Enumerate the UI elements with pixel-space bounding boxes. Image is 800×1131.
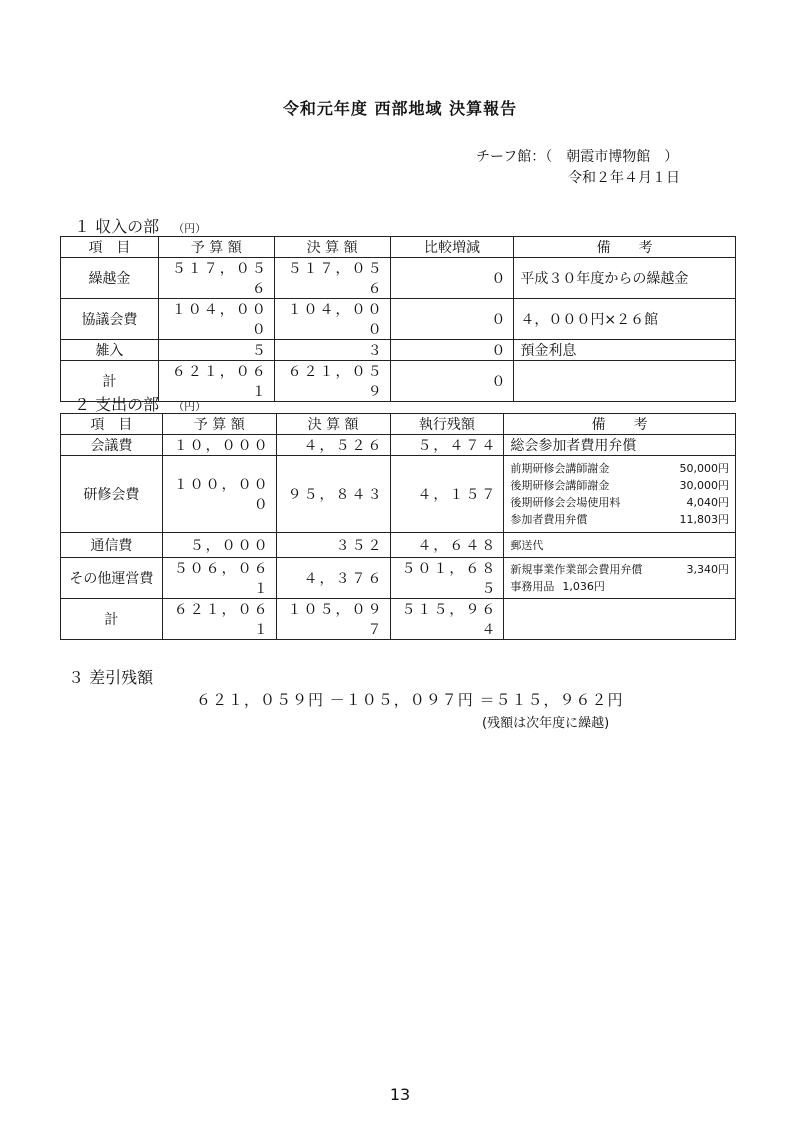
income-diff: ０ — [390, 340, 514, 361]
income-note — [514, 361, 736, 402]
table-row — [61, 299, 736, 340]
note-label: 前期研修会講師謝金 — [510, 462, 610, 475]
table-row — [61, 558, 736, 599]
income-actual: ６２１，０５９ — [274, 361, 390, 402]
expense-remain: ５０１，６８５ — [390, 558, 504, 599]
expense-header-row — [61, 414, 736, 435]
note-amount: 1,036円 — [562, 580, 605, 593]
expense-note-empty — [504, 599, 736, 640]
expense-budget: ５０６，０６１ — [162, 558, 276, 599]
expense-remain: ４，１５７ — [390, 456, 504, 533]
income-budget: １０４，０００ — [158, 299, 274, 340]
note-amount: 30,000円 — [679, 479, 729, 492]
expense-remain: ５１５，９６４ — [390, 599, 504, 640]
expense-heading-text: ２ 支出の部 — [74, 395, 160, 414]
note-amount: 11,803円 — [679, 513, 729, 526]
expense-actual: ３５２ — [276, 533, 390, 558]
expense-header-item: 項 目 — [61, 414, 163, 435]
income-actual: ５１７，０５６ — [274, 258, 390, 299]
income-note: ４，０００円×２６館 — [514, 299, 736, 340]
expense-actual: ９５，８４３ — [276, 456, 390, 533]
expense-note: 郵送代 — [504, 533, 736, 558]
income-note: 平成３０年度からの繰越金 — [514, 258, 736, 299]
expense-actual: ４，３７６ — [276, 558, 390, 599]
expense-item: 計 — [61, 599, 163, 640]
expense-note-list — [504, 456, 736, 533]
balance-heading: ３ 差引残額 — [68, 668, 154, 687]
income-budget: ５ — [158, 340, 274, 361]
expense-actual: ４，５２６ — [276, 435, 390, 456]
expense-item: 会議費 — [61, 435, 163, 456]
table-row — [61, 340, 736, 361]
note-label: 新規事業作業部会費用弁償 — [510, 563, 643, 576]
table-row — [61, 599, 736, 640]
table-row — [61, 533, 736, 558]
income-table — [60, 236, 736, 402]
expense-budget: １００，０００ — [162, 456, 276, 533]
income-unit: （円） — [173, 222, 207, 235]
expense-unit: （円） — [173, 400, 207, 413]
expense-budget: ６２１，０６１ — [162, 599, 276, 640]
note-amount: 50,000円 — [679, 462, 729, 475]
page-number: 13 — [389, 1085, 411, 1104]
income-item: 協議会費 — [61, 299, 159, 340]
income-header-row — [61, 237, 736, 258]
expense-header-budget: 予 算 額 — [162, 414, 276, 435]
income-diff: ０ — [390, 361, 514, 402]
note-amount: 4,040円 — [686, 496, 729, 509]
table-row — [61, 435, 736, 456]
note-line — [510, 494, 729, 511]
income-item: 繰越金 — [61, 258, 159, 299]
note-line — [510, 511, 729, 528]
note-amount: 3,340円 — [686, 563, 729, 576]
expense-remain: ４，６４８ — [390, 533, 504, 558]
expense-item: 通信費 — [61, 533, 163, 558]
income-budget: ５１７，０５６ — [158, 258, 274, 299]
chief-museum: チーフ館：（ 朝霞市博物館 ） — [476, 149, 679, 165]
income-actual: １０４，０００ — [274, 299, 390, 340]
expense-header-remain: 執行残額 — [390, 414, 504, 435]
income-diff: ０ — [390, 299, 514, 340]
note-label: 後期研修会講師謝金 — [510, 479, 610, 492]
expense-actual: １０５，０９７ — [276, 599, 390, 640]
expense-header-actual: 決 算 額 — [276, 414, 390, 435]
expense-remain: ５，４７４ — [390, 435, 504, 456]
expense-item: 研修会費 — [61, 456, 163, 533]
income-header-note: 備 考 — [514, 237, 736, 258]
carryover-note: (残額は次年度に繰越) — [482, 716, 610, 731]
expense-note: 総会参加者費用弁償 — [504, 435, 736, 456]
expense-item: その他運営費 — [61, 558, 163, 599]
income-item: 計 — [61, 361, 159, 402]
income-header-item: 項 目 — [61, 237, 159, 258]
income-heading-text: １ 収入の部 — [74, 217, 160, 236]
note-label: 後期研修会会場使用料 — [510, 496, 621, 509]
income-diff: ０ — [390, 258, 514, 299]
income-header-budget: 予 算 額 — [158, 237, 274, 258]
income-budget: ６２１，０６１ — [158, 361, 274, 402]
expense-heading — [74, 392, 206, 415]
income-heading — [74, 214, 206, 237]
income-actual: ３ — [274, 340, 390, 361]
expense-budget: １０，０００ — [162, 435, 276, 456]
note-line — [510, 578, 729, 595]
note-line — [510, 561, 729, 578]
note-line — [510, 460, 729, 477]
balance-calculation: ６２１，０５９円 －１０５，０９７円 ＝５１５，９６２円 — [196, 691, 624, 709]
expense-table — [60, 413, 736, 640]
income-item: 雑入 — [61, 340, 159, 361]
income-note: 預金利息 — [514, 340, 736, 361]
table-row — [61, 456, 736, 533]
page-title: 令和元年度 西部地域 決算報告 — [282, 99, 518, 118]
table-row — [61, 258, 736, 299]
expense-header-note: 備 考 — [504, 414, 736, 435]
note-line — [510, 477, 729, 494]
expense-note-list — [504, 558, 736, 599]
income-header-actual: 決 算 額 — [274, 237, 390, 258]
report-date: 令和２年４月１日 — [568, 170, 680, 186]
note-label: 事務用品 — [510, 580, 555, 593]
income-header-diff: 比較増減 — [390, 237, 514, 258]
expense-budget: ５，０００ — [162, 533, 276, 558]
note-label: 参加者費用弁償 — [510, 513, 588, 526]
